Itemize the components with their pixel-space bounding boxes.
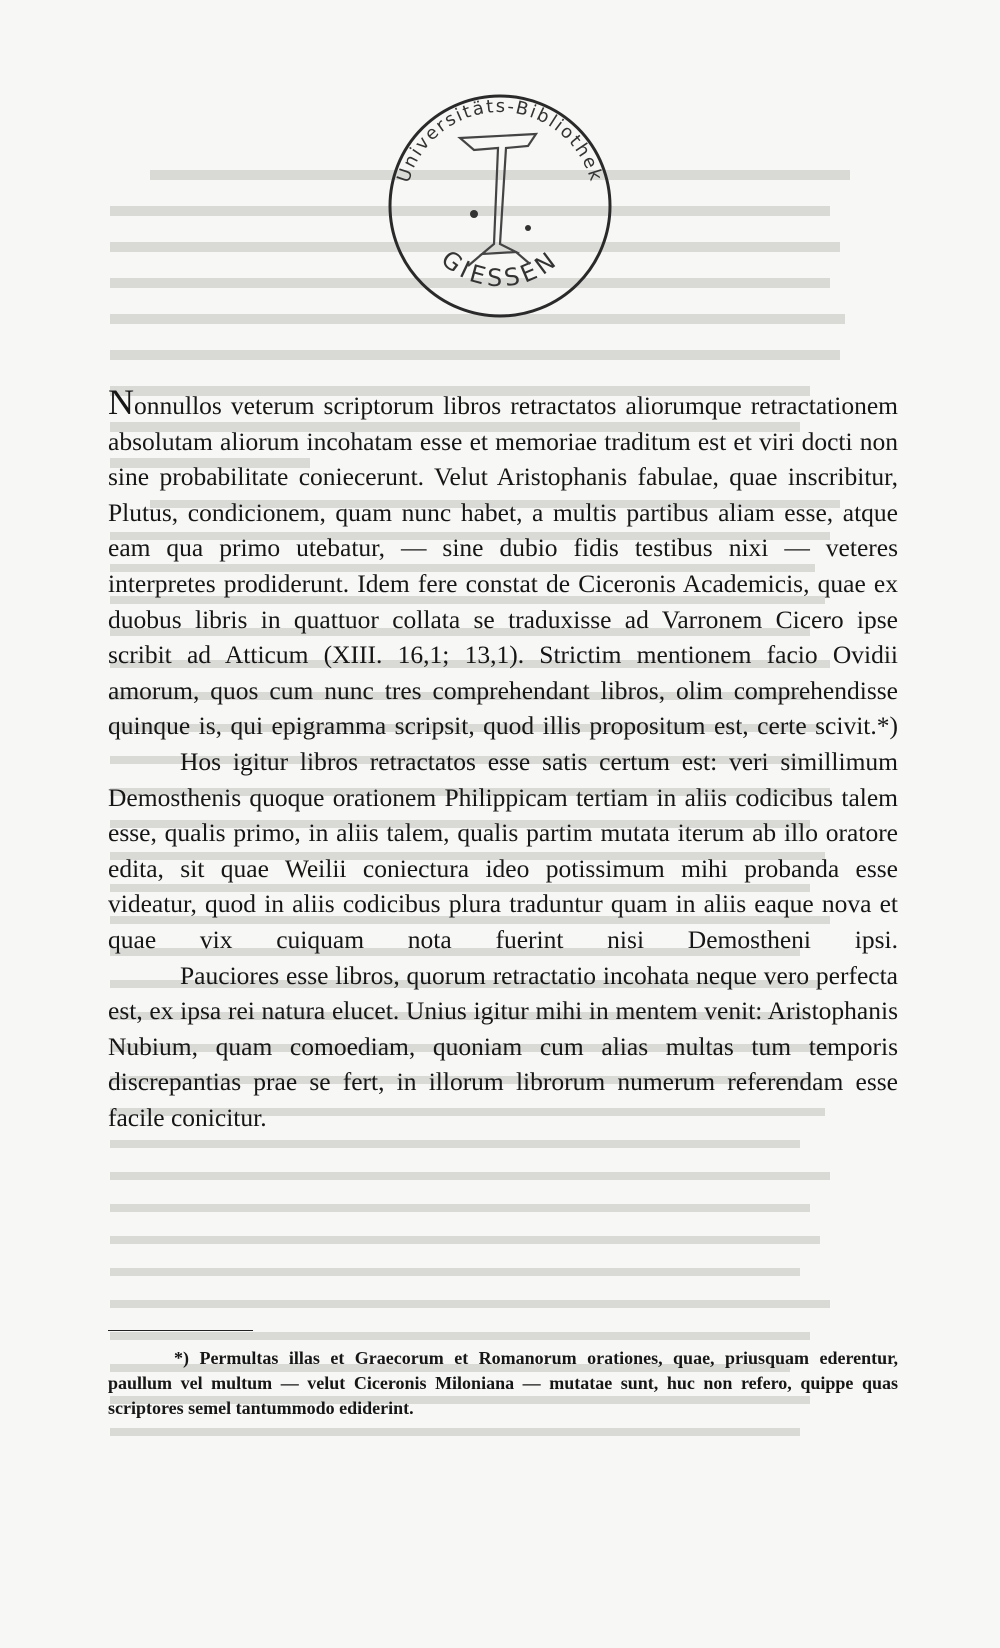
paragraph-2: Hos igitur libros retractatos esse satis certum est: veri simillimum Demosthenis quoque orationem Philippicam tertiam in aliis codicibus talem esse, qualis primo, in aliis talem, qualis partim mutata iterum ab illo oratore edita, sit quae Weilii coniectura ideo potissimum mihi probanda esse videatur, quod in aliis codicibus plura traduntur quam in aliis eaque nova et quae vix cuiquam nota fuerint nisi Demostheni ipsi. bbox=[108, 746, 898, 954]
library-stamp bbox=[378, 76, 622, 336]
paragraph-1-text: onnullos veterum scriptorum libros retractatos aliorumque retractationem absolutam aliorum incohatam esse et memoriae traditum est et viri docti non sine probabilitate coniecerunt. Velut Aristophanis fabulae, quae inscribitur, Plutus, condicionem, quam nunc habet, a multis partibus aliam esse, atque eam qua primo utebatur, — sine dubio fidis testibus nixi — veteres interpretes prodiderunt. Idem fere constat de Ciceronis Academicis, quae ex duobus libris in quattuor collata se traduxisse ad Varronem Cicero ipse scribit ad Atticum (XIII. 16,1; 13,1). Strictim mentionem facio Ovidii amorum, quos cum nunc tres comprehendant libros, olim comprehendisse quinque is, qui epigramma scripsit, quod illis propositum est, certe scivit.*) bbox=[108, 391, 898, 741]
drop-cap: N bbox=[108, 382, 134, 422]
footnote bbox=[108, 1346, 898, 1421]
main-text bbox=[108, 382, 898, 1135]
paragraph-1 bbox=[108, 382, 898, 744]
footnote-text: *) Permultas illas et Graecorum et Romanorum orationes, quae, priusquam ederentur, paullum vel multum — velut Ciceronis Miloniana — mutatae sunt, huc non refero, quippe quas scriptores semel tantummodo ediderint. bbox=[108, 1348, 898, 1418]
stamp-text-top: Universitäts-Bibliothek bbox=[393, 95, 607, 186]
svg-text:Universitäts-Bibliothek bbox=[393, 96, 606, 185]
stamp-text-bottom: GIESSEN bbox=[436, 244, 564, 293]
paragraph-3: Pauciores esse libros, quorum retractatio incohata neque vero perfecta est, ex ipsa rei natura elucet. Unius igitur mihi in mentem venit: Aristophanis Nubium, quam comoediam, quoniam cum alias multas tum temporis discrepantias prae se fert, in illorum librorum numerum referendam esse facile conicitur. bbox=[108, 960, 898, 1132]
footnote-separator bbox=[108, 1330, 253, 1331]
